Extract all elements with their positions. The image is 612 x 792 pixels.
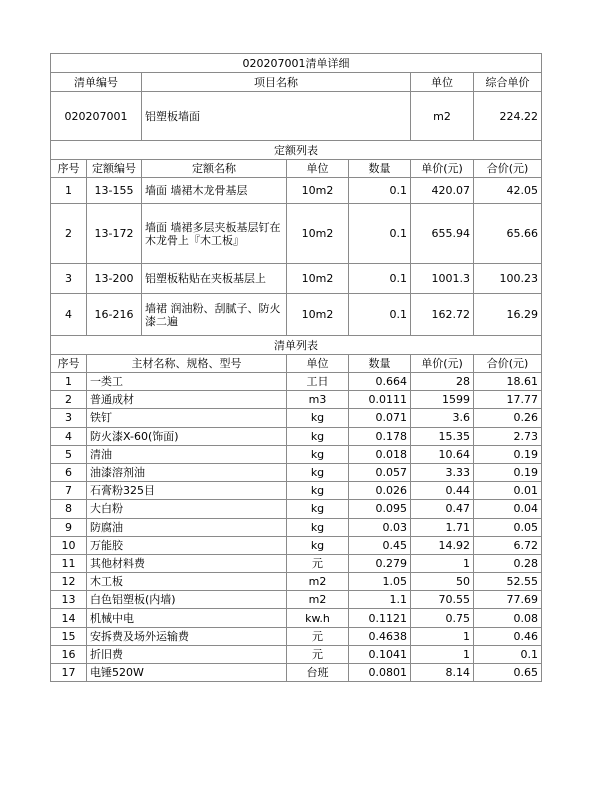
material-unit: kg	[287, 518, 349, 536]
material-no: 4	[51, 427, 87, 445]
quota-unit: 10m2	[287, 264, 349, 294]
material-qty: 0.1121	[349, 609, 411, 627]
material-name: 防火漆X-60(饰面)	[87, 427, 287, 445]
quota-total: 42.05	[474, 178, 542, 204]
material-name: 大白粉	[87, 500, 287, 518]
material-total: 0.65	[474, 664, 542, 682]
quota-qty: 0.1	[349, 178, 411, 204]
quota-price: 1001.3	[411, 264, 474, 294]
material-price: 8.14	[411, 664, 474, 682]
material-unit: kg	[287, 463, 349, 481]
material-total: 77.69	[474, 591, 542, 609]
material-total: 0.19	[474, 463, 542, 481]
materials-col-total: 合价(元)	[474, 355, 542, 373]
material-price: 3.33	[411, 463, 474, 481]
material-no: 16	[51, 645, 87, 663]
material-total: 18.61	[474, 373, 542, 391]
material-unit: 台班	[287, 664, 349, 682]
material-row	[51, 427, 542, 445]
material-no: 8	[51, 500, 87, 518]
material-total: 0.26	[474, 409, 542, 427]
quota-code: 13-155	[87, 178, 142, 204]
unit-header: 单位	[411, 73, 474, 92]
quota-col-price: 单价(元)	[411, 160, 474, 178]
material-no: 9	[51, 518, 87, 536]
material-price: 15.35	[411, 427, 474, 445]
materials-col-name: 主材名称、规格、型号	[87, 355, 287, 373]
quota-no: 3	[51, 264, 87, 294]
material-row	[51, 609, 542, 627]
material-qty: 0.095	[349, 500, 411, 518]
material-no: 14	[51, 609, 87, 627]
material-name: 铁钉	[87, 409, 287, 427]
material-qty: 0.178	[349, 427, 411, 445]
quota-price: 655.94	[411, 204, 474, 264]
unit-price-value: 224.22	[474, 92, 542, 141]
material-row	[51, 500, 542, 518]
material-qty: 0.279	[349, 554, 411, 572]
quota-price: 162.72	[411, 294, 474, 336]
material-name: 白色铝塑板(内墙)	[87, 591, 287, 609]
material-name: 木工板	[87, 573, 287, 591]
quota-code: 13-172	[87, 204, 142, 264]
quota-section-title: 定额列表	[51, 141, 542, 160]
material-qty: 0.0111	[349, 391, 411, 409]
material-price: 0.44	[411, 482, 474, 500]
quota-name: 铝塑板粘贴在夹板基层上	[142, 264, 287, 294]
material-name: 其他材料费	[87, 554, 287, 572]
material-unit: 元	[287, 627, 349, 645]
material-total: 0.46	[474, 627, 542, 645]
quota-unit: 10m2	[287, 204, 349, 264]
material-name: 万能胶	[87, 536, 287, 554]
material-no: 1	[51, 373, 87, 391]
material-total: 17.77	[474, 391, 542, 409]
material-qty: 0.071	[349, 409, 411, 427]
quota-qty: 0.1	[349, 204, 411, 264]
materials-col-no: 序号	[51, 355, 87, 373]
material-no: 11	[51, 554, 87, 572]
quota-no: 4	[51, 294, 87, 336]
material-row	[51, 391, 542, 409]
materials-col-qty: 数量	[349, 355, 411, 373]
material-price: 1	[411, 627, 474, 645]
material-total: 2.73	[474, 427, 542, 445]
material-unit: kg	[287, 482, 349, 500]
material-price: 70.55	[411, 591, 474, 609]
material-qty: 0.057	[349, 463, 411, 481]
materials-col-unit: 单位	[287, 355, 349, 373]
quota-total: 16.29	[474, 294, 542, 336]
quota-col-qty: 数量	[349, 160, 411, 178]
material-total: 0.01	[474, 482, 542, 500]
quota-price: 420.07	[411, 178, 474, 204]
material-total: 0.08	[474, 609, 542, 627]
material-unit: m2	[287, 591, 349, 609]
material-name: 安拆费及场外运输费	[87, 627, 287, 645]
item-name-value: 铝塑板墙面	[142, 92, 411, 141]
material-no: 5	[51, 445, 87, 463]
quota-row	[51, 178, 542, 204]
material-name: 防腐油	[87, 518, 287, 536]
quota-no: 1	[51, 178, 87, 204]
material-row	[51, 554, 542, 572]
quota-name: 墙面 墙裙多层夹板基层钉在木龙骨上『木工板』	[142, 204, 287, 264]
material-price: 3.6	[411, 409, 474, 427]
material-row	[51, 445, 542, 463]
material-row	[51, 373, 542, 391]
bill-code-value: 020207001	[51, 92, 142, 141]
material-row	[51, 518, 542, 536]
bill-detail-table	[50, 53, 542, 682]
material-name: 油漆溶剂油	[87, 463, 287, 481]
material-qty: 0.026	[349, 482, 411, 500]
material-no: 7	[51, 482, 87, 500]
quota-qty: 0.1	[349, 264, 411, 294]
quota-col-name: 定额名称	[142, 160, 287, 178]
material-unit: kg	[287, 536, 349, 554]
material-qty: 1.1	[349, 591, 411, 609]
material-unit: m2	[287, 573, 349, 591]
quota-unit: 10m2	[287, 294, 349, 336]
quota-row	[51, 294, 542, 336]
material-total: 0.1	[474, 645, 542, 663]
material-price: 10.64	[411, 445, 474, 463]
quota-row	[51, 264, 542, 294]
unit-price-header: 综合单价	[474, 73, 542, 92]
quota-name: 墙面 墙裙木龙骨基层	[142, 178, 287, 204]
material-row	[51, 645, 542, 663]
material-unit: kg	[287, 409, 349, 427]
quota-no: 2	[51, 204, 87, 264]
material-row	[51, 627, 542, 645]
item-name-header: 项目名称	[142, 73, 411, 92]
material-qty: 0.018	[349, 445, 411, 463]
material-price: 1	[411, 554, 474, 572]
quota-code: 13-200	[87, 264, 142, 294]
material-qty: 0.03	[349, 518, 411, 536]
material-total: 0.19	[474, 445, 542, 463]
quota-total: 65.66	[474, 204, 542, 264]
material-name: 普通成材	[87, 391, 287, 409]
quota-qty: 0.1	[349, 294, 411, 336]
material-no: 13	[51, 591, 87, 609]
material-row	[51, 409, 542, 427]
material-qty: 0.664	[349, 373, 411, 391]
material-no: 10	[51, 536, 87, 554]
material-total: 6.72	[474, 536, 542, 554]
quota-name: 墙裙 润油粉、刮腻子、防火漆二遍	[142, 294, 287, 336]
material-qty: 0.0801	[349, 664, 411, 682]
material-total: 0.28	[474, 554, 542, 572]
materials-col-price: 单价(元)	[411, 355, 474, 373]
unit-value: m2	[411, 92, 474, 141]
material-price: 0.47	[411, 500, 474, 518]
material-price: 1599	[411, 391, 474, 409]
quota-code: 16-216	[87, 294, 142, 336]
material-price: 0.75	[411, 609, 474, 627]
material-unit: kw.h	[287, 609, 349, 627]
material-unit: m3	[287, 391, 349, 409]
material-name: 清油	[87, 445, 287, 463]
material-price: 1	[411, 645, 474, 663]
material-no: 2	[51, 391, 87, 409]
material-price: 50	[411, 573, 474, 591]
materials-section-title: 清单列表	[51, 336, 542, 355]
material-row	[51, 573, 542, 591]
material-qty: 1.05	[349, 573, 411, 591]
material-unit: kg	[287, 500, 349, 518]
quota-col-code: 定额编号	[87, 160, 142, 178]
quota-col-no: 序号	[51, 160, 87, 178]
material-unit: kg	[287, 427, 349, 445]
quota-unit: 10m2	[287, 178, 349, 204]
material-no: 3	[51, 409, 87, 427]
page-title: 020207001清单详细	[51, 54, 542, 73]
material-total: 0.04	[474, 500, 542, 518]
quota-col-unit: 单位	[287, 160, 349, 178]
material-qty: 0.4638	[349, 627, 411, 645]
bill-code-header: 清单编号	[51, 73, 142, 92]
material-qty: 0.45	[349, 536, 411, 554]
material-unit: kg	[287, 445, 349, 463]
material-no: 12	[51, 573, 87, 591]
material-price: 14.92	[411, 536, 474, 554]
material-row	[51, 591, 542, 609]
quota-col-total: 合价(元)	[474, 160, 542, 178]
material-name: 电锤520W	[87, 664, 287, 682]
material-price: 28	[411, 373, 474, 391]
material-name: 折旧费	[87, 645, 287, 663]
material-total: 52.55	[474, 573, 542, 591]
material-no: 15	[51, 627, 87, 645]
quota-row	[51, 204, 542, 264]
material-row	[51, 482, 542, 500]
material-row	[51, 536, 542, 554]
material-name: 一类工	[87, 373, 287, 391]
material-no: 6	[51, 463, 87, 481]
material-no: 17	[51, 664, 87, 682]
material-unit: 元	[287, 645, 349, 663]
material-price: 1.71	[411, 518, 474, 536]
quota-total: 100.23	[474, 264, 542, 294]
material-row	[51, 664, 542, 682]
material-unit: 元	[287, 554, 349, 572]
material-total: 0.05	[474, 518, 542, 536]
material-name: 机械中电	[87, 609, 287, 627]
material-name: 石膏粉325目	[87, 482, 287, 500]
material-row	[51, 463, 542, 481]
material-qty: 0.1041	[349, 645, 411, 663]
material-unit: 工日	[287, 373, 349, 391]
